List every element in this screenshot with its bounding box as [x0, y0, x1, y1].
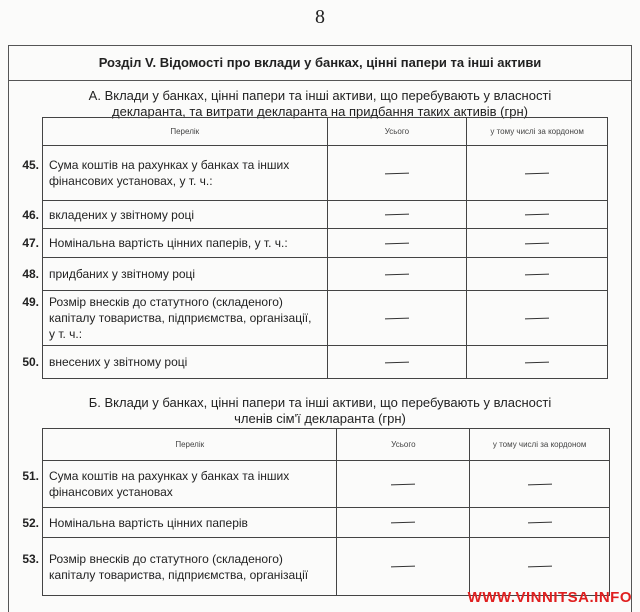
table-row [43, 258, 608, 291]
abroad-cell [467, 291, 608, 346]
total-cell [337, 538, 470, 596]
row-label-cell [22, 258, 328, 291]
dash-mark [525, 214, 549, 216]
total-cell [327, 229, 467, 258]
dash-mark [385, 214, 409, 216]
row-label: внесених у звітному році [49, 355, 188, 369]
abroad-cell [467, 201, 608, 229]
total-cell [327, 146, 467, 201]
part-b-table [22, 428, 610, 596]
part-a-title-line2: декларанта, та витрати декларанта на придбання таких активів (грн) [112, 104, 528, 119]
row-number: 52. [22, 515, 39, 530]
total-cell [327, 291, 467, 346]
dash-mark [525, 172, 549, 174]
table-row [43, 201, 608, 229]
abroad-cell [467, 146, 608, 201]
dash-mark [525, 361, 549, 363]
dash-mark [391, 566, 415, 568]
dash-mark [385, 361, 409, 363]
part-a-title [8, 88, 632, 120]
dash-mark [385, 317, 409, 319]
table-header [43, 429, 610, 461]
total-cell [327, 258, 467, 291]
table-row [43, 508, 610, 538]
row-label-cell [22, 201, 328, 229]
header-list: Перелік [43, 118, 328, 146]
abroad-cell [467, 229, 608, 258]
dash-mark [528, 522, 552, 524]
row-number: 51. [22, 469, 39, 483]
table-header [43, 118, 608, 146]
page-number: 8 [315, 6, 325, 28]
row-label: Розмір внесків до статутного (складеного) капіталу товариства, підприємства, організації, у т. ч.: [49, 295, 312, 341]
dash-mark [385, 273, 409, 275]
total-cell [337, 508, 470, 538]
row-label: вкладених у звітному році [49, 207, 195, 222]
header-total: Усього [327, 118, 467, 146]
row-label-cell [22, 461, 337, 508]
dash-mark [385, 172, 409, 174]
row-label: Номінальна вартість цінних паперів, у т. ч.: [49, 236, 288, 250]
header-abroad: у тому числі за кордоном [470, 429, 610, 461]
part-a-table [22, 117, 608, 379]
row-number: 53. [22, 551, 39, 566]
abroad-cell [470, 508, 610, 538]
row-label: Номінальна вартість цінних паперів [49, 515, 248, 530]
row-number: 45. [22, 158, 39, 172]
dash-mark [528, 566, 552, 568]
abroad-cell [470, 461, 610, 508]
dash-mark [525, 273, 549, 275]
row-label-cell [22, 146, 328, 201]
row-label-cell [22, 508, 337, 538]
part-b-title-line1: Б. Вклади у банках, цінні папери та інші активи, що перебувають у власності [88, 395, 552, 410]
table-row [43, 461, 610, 508]
row-label-cell [22, 346, 328, 379]
abroad-cell [467, 258, 608, 291]
header-list: Перелік [43, 429, 337, 461]
row-number: 47. [22, 236, 39, 250]
dash-mark [525, 317, 549, 319]
header-abroad: у тому числі за кордоном [467, 118, 608, 146]
dash-mark [385, 242, 409, 244]
row-label: придбаних у звітному році [49, 267, 196, 281]
table-row [43, 346, 608, 379]
table-row [43, 291, 608, 346]
header-total: Усього [337, 429, 470, 461]
section-title: Розділ V. Відомості про вклади у банках, цінні папери та інші активи [8, 45, 632, 81]
total-cell [327, 346, 467, 379]
dash-mark [391, 483, 415, 485]
row-label-cell [22, 229, 328, 258]
row-number: 49. [22, 295, 39, 309]
part-b-title-line2: членів сім'ї декларанта (грн) [234, 411, 406, 426]
row-number: 46. [22, 207, 39, 222]
row-label: Розмір внесків до статутного (складеного) капіталу товариства, підприємства, організації [49, 551, 309, 582]
row-label-cell [22, 538, 337, 596]
part-a-title-line1: А. Вклади у банках, цінні папери та інші активи, що перебувають у власності [88, 88, 552, 103]
abroad-cell [470, 538, 610, 596]
row-number: 50. [22, 355, 39, 369]
total-cell [327, 201, 467, 229]
row-number: 48. [22, 267, 39, 281]
part-b-title [8, 395, 632, 427]
dash-mark [528, 483, 552, 485]
dash-mark [525, 242, 549, 244]
table-row [43, 146, 608, 201]
abroad-cell [467, 346, 608, 379]
dash-mark [391, 522, 415, 524]
table-row [43, 229, 608, 258]
total-cell [337, 461, 470, 508]
watermark: WWW.VINNITSA.INFO [467, 589, 632, 606]
table-row [43, 538, 610, 596]
row-label: Сума коштів на рахунках у банках та інших фінансових установах [49, 469, 290, 499]
row-label-cell [22, 291, 328, 346]
row-label: Сума коштів на рахунках у банках та інших фінансових установах, у т. ч.: [49, 158, 290, 188]
